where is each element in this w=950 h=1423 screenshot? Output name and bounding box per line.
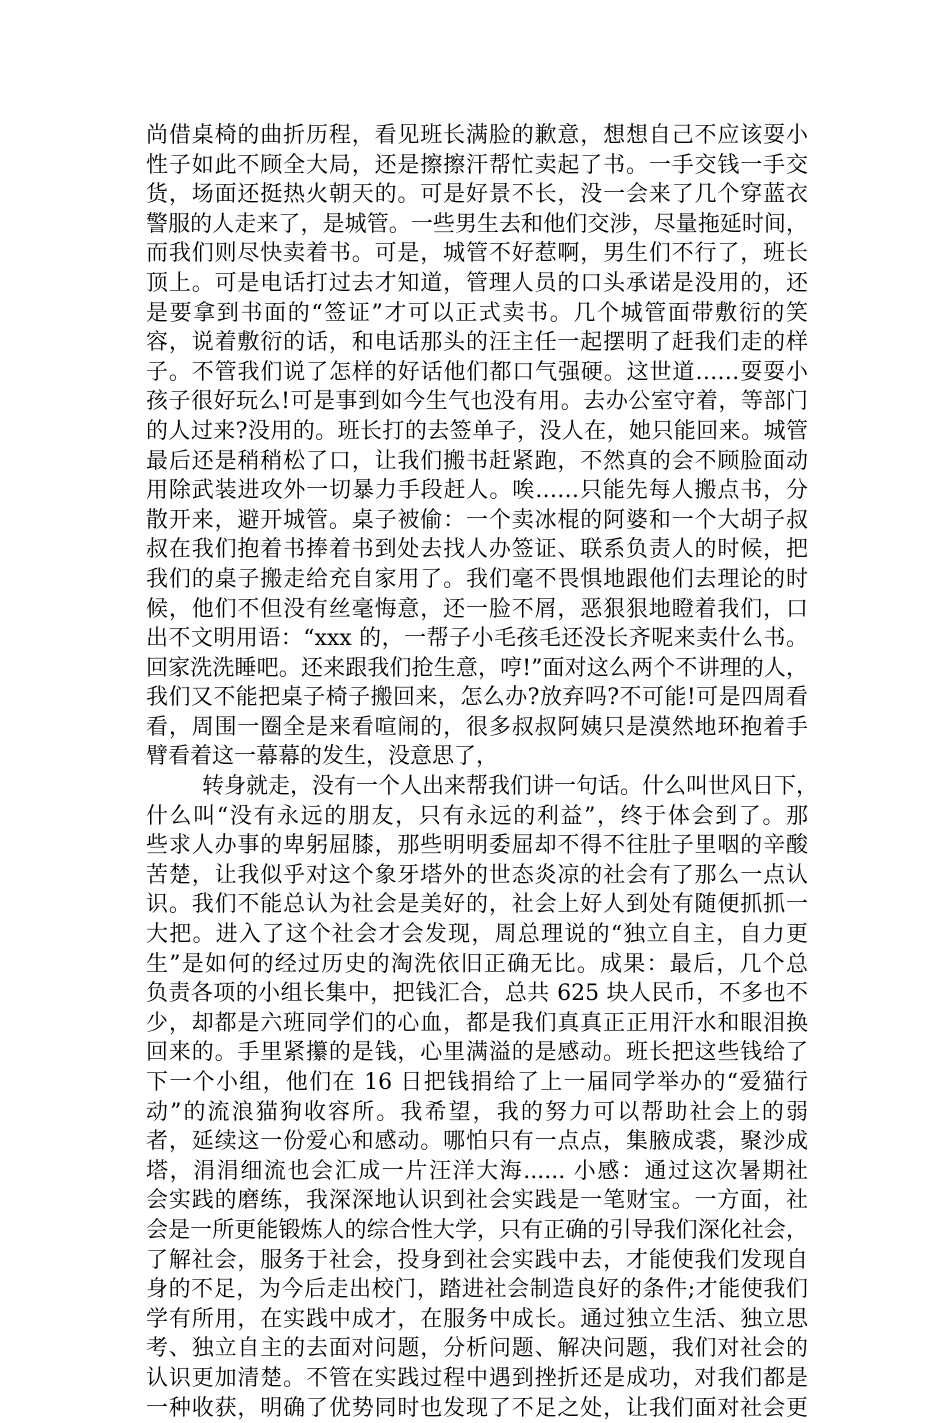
text-line: 回家洗洗睡吧。还来跟我们抢生意，哼!”面对这么两个不讲理的人， (146, 655, 808, 681)
text-line: 会实践的磨练，我深深地认识到社会实践是一笔财宝。一方面，社 (146, 1188, 808, 1214)
text-line: 容，说着敷衍的话，和电话那头的汪主任一起摆明了赶我们走的样 (146, 330, 808, 356)
text-line: 出不文明用语：“xxx 的，一帮子小毛孩毛还没长齐呢来卖什么书。 (146, 626, 808, 652)
text-line: 些求人办事的卑躬屈膝，那些明明委屈却不得不往肚子里咽的辛酸 (146, 833, 808, 859)
text-line: 子。不管我们说了怎样的好话他们都口气强硬。这世道……耍耍小 (146, 359, 808, 385)
text-line: 顶上。可是电话打过去才知道，管理人员的口头承诺是没用的，还 (146, 270, 808, 296)
text-line: 者，延续这一份爱心和感动。哪怕只有一点点，集腋成裘，聚沙成 (146, 1129, 808, 1155)
text-line: 塔，涓涓细流也会汇成一片汪洋大海...... 小感：通过这次暑期社 (146, 1158, 808, 1184)
text-line: 苦楚，让我似乎对这个象牙塔外的世态炎凉的社会有了那么一点认 (146, 862, 808, 888)
paragraph (146, 121, 808, 772)
text-line: 下一个小组，他们在 16 日把钱捐给了上一届同学举办的“爱猫行 (146, 1070, 808, 1095)
text-line: 而我们则尽快卖着书。可是，城管不好惹啊，男生们不行了，班长 (146, 241, 808, 267)
text-line: 考、独立自主的去面对问题，分析问题、解决问题，我们对社会的 (146, 1336, 808, 1362)
text-line: 认识更加清楚。不管在实践过程中遇到挫折还是成功，对我们都是 (146, 1365, 808, 1391)
text-line: 身的不足，为今后走出校门，踏进社会制造良好的条件;才能使我们 (146, 1277, 808, 1303)
text-line: 动”的流浪猫狗收容所。我希望，我的努力可以帮助社会上的弱 (146, 1099, 808, 1125)
text-line: 尚借桌椅的曲折历程，看见班长满脸的歉意，想想自己不应该耍小 (146, 123, 808, 148)
text-line: 我们又不能把桌子椅子搬回来，怎么办?放弃吗?不可能!可是四周看 (146, 685, 808, 711)
text-line: 性子如此不顾全大局，还是擦擦汗帮忙卖起了书。一手交钱一手交 (146, 152, 808, 178)
text-line: 了解社会，服务于社会，投身到社会实践中去，才能使我们发现自 (146, 1247, 808, 1273)
text-line: 叔在我们抱着书捧着书到处去找人办签证、联系负责人的时候，把 (146, 537, 808, 563)
text-line: 看，周围一圈全是来看喧闹的，很多叔叔阿姨只是漠然地环抱着手 (146, 714, 808, 740)
text-line: 候，他们不但没有丝毫悔意，还一脸不屑，恶狠狠地瞪着我们，口 (146, 596, 808, 622)
text-line: 什么叫“没有永远的朋友，只有永远的利益”，终于体会到了。那 (146, 803, 808, 829)
text-line: 大把。进入了这个社会才会发现，周总理说的“独立自主，自力更 (146, 922, 808, 948)
text-line: 臂看着这一幕幕的发生，没意思了， (146, 744, 499, 770)
text-line: 警服的人走来了，是城管。一些男生去和他们交涉，尽量拖延时间， (146, 211, 808, 237)
text-line: 散开来，避开城管。桌子被偷：一个卖冰棍的阿婆和一个大胡子叔 (146, 507, 808, 533)
text-line: 识。我们不能总认为社会是美好的，社会上好人到处有随便抓抓一 (146, 892, 808, 918)
text-line: 学有所用，在实践中成才，在服务中成长。通过独立生活、独立思 (146, 1306, 808, 1332)
text-line: 货，场面还挺热火朝天的。可是好景不长，没一会来了几个穿蓝衣 (146, 182, 808, 208)
text-line: 是要拿到书面的“签证”才可以正式卖书。几个城管面带敷衍的笑 (146, 300, 808, 326)
text-line: 生”是如何的经过历史的淘洗依旧正确无比。成果：最后，几个总 (146, 951, 808, 977)
text-line: 会是一所更能锻炼人的综合性大学，只有正确的引导我们深化社会， (146, 1217, 808, 1243)
text-line: 少，却都是六班同学们的心血，都是我们真真正正用汗水和眼泪换 (146, 1010, 808, 1036)
paragraph (146, 772, 818, 1423)
text-line: 用除武装进攻外一切暴力手段赶人。唉……只能先每人搬点书，分 (146, 478, 808, 504)
text-line: 一种收获，明确了优势同时也发现了不足之处，让我们面对社会更 (146, 1395, 808, 1421)
text-line: 最后还是稍稍松了口，让我们搬书赶紧跑，不然真的会不顾脸面动 (146, 448, 808, 474)
body-text (146, 121, 818, 1423)
text-line: 的人过来?没用的。班长打的去签单子，没人在，她只能回来。城管 (146, 418, 808, 444)
text-line: 我们的桌子搬走给充自家用了。我们毫不畏惧地跟他们去理论的时 (146, 566, 808, 592)
text-line: 转身就走，没有一个人出来帮我们讲一句话。什么叫世风日下， (146, 774, 818, 800)
text-line: 孩子很好玩么!可是事到如今生气也没有用。去办公室守着，等部门 (146, 389, 808, 415)
text-line: 负责各项的小组长集中，把钱汇合，总共 625 块人民币，不多也不 (146, 981, 808, 1007)
text-line: 回来的。手里紧攥的是钱，心里满溢的是感动。班长把这些钱给了 (146, 1040, 808, 1066)
